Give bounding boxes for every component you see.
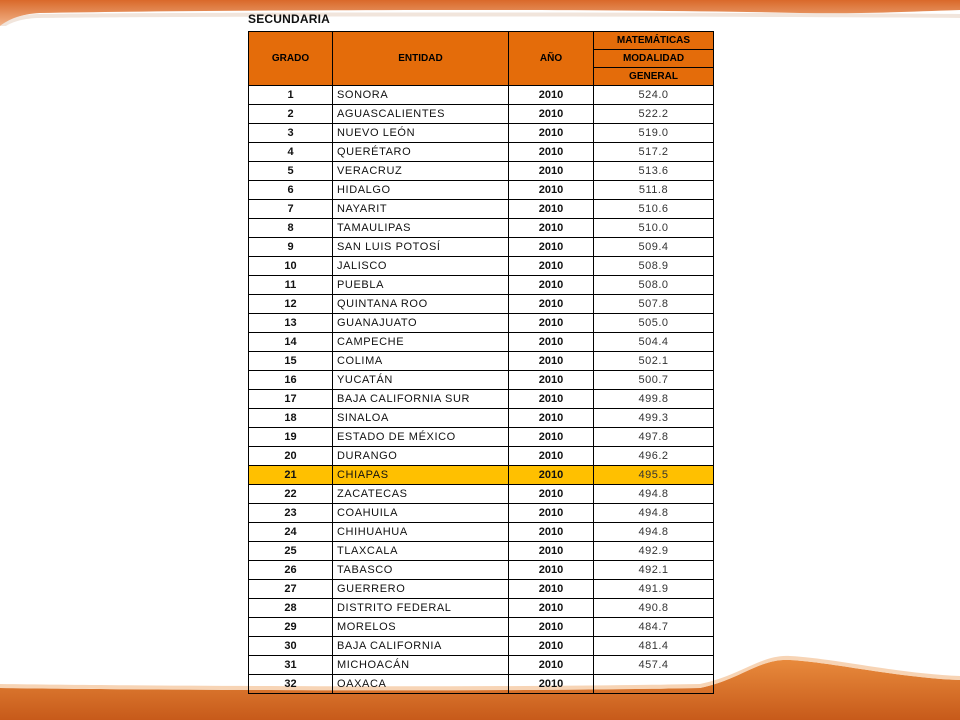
rank-cell: 2 — [249, 105, 333, 124]
rank-cell: 27 — [249, 580, 333, 599]
score-cell: 524.0 — [594, 86, 714, 105]
state-cell: BAJA CALIFORNIA SUR — [333, 390, 509, 409]
rank-cell: 12 — [249, 295, 333, 314]
state-cell: CHIAPAS — [333, 466, 509, 485]
table-row — [249, 352, 714, 371]
score-cell: 497.8 — [594, 428, 714, 447]
rank-cell: 9 — [249, 238, 333, 257]
rank-cell: 16 — [249, 371, 333, 390]
state-cell: COLIMA — [333, 352, 509, 371]
rank-cell: 1 — [249, 86, 333, 105]
state-cell: ZACATECAS — [333, 485, 509, 504]
year-cell: 2010 — [509, 523, 594, 542]
score-cell: 457.4 — [594, 656, 714, 675]
year-cell: 2010 — [509, 409, 594, 428]
state-cell: MORELOS — [333, 618, 509, 637]
rank-cell: 23 — [249, 504, 333, 523]
state-cell: GUERRERO — [333, 580, 509, 599]
table-row — [249, 143, 714, 162]
table-row — [249, 523, 714, 542]
state-cell: SINALOA — [333, 409, 509, 428]
table-row — [249, 466, 714, 485]
rank-cell: 29 — [249, 618, 333, 637]
score-cell: 484.7 — [594, 618, 714, 637]
table-row — [249, 504, 714, 523]
score-cell — [594, 675, 714, 694]
rank-cell: 5 — [249, 162, 333, 181]
rank-cell: 18 — [249, 409, 333, 428]
year-cell: 2010 — [509, 504, 594, 523]
year-cell: 2010 — [509, 390, 594, 409]
table-row — [249, 618, 714, 637]
score-cell: 509.4 — [594, 238, 714, 257]
state-cell: JALISCO — [333, 257, 509, 276]
year-cell: 2010 — [509, 105, 594, 124]
rank-cell: 3 — [249, 124, 333, 143]
score-cell: 505.0 — [594, 314, 714, 333]
state-cell: QUERÉTARO — [333, 143, 509, 162]
table-row — [249, 257, 714, 276]
table-row — [249, 409, 714, 428]
state-cell: VERACRUZ — [333, 162, 509, 181]
year-cell: 2010 — [509, 447, 594, 466]
table-row — [249, 447, 714, 466]
state-cell: OAXACA — [333, 675, 509, 694]
state-cell: TLAXCALA — [333, 542, 509, 561]
state-cell: DURANGO — [333, 447, 509, 466]
score-cell: 494.8 — [594, 504, 714, 523]
year-cell: 2010 — [509, 637, 594, 656]
score-cell: 494.8 — [594, 485, 714, 504]
rank-cell: 19 — [249, 428, 333, 447]
rank-cell: 14 — [249, 333, 333, 352]
year-cell: 2010 — [509, 200, 594, 219]
year-cell: 2010 — [509, 561, 594, 580]
score-cell: 517.2 — [594, 143, 714, 162]
score-cell: 492.9 — [594, 542, 714, 561]
year-cell: 2010 — [509, 428, 594, 447]
table-row — [249, 162, 714, 181]
score-cell: 499.3 — [594, 409, 714, 428]
state-cell: MICHOACÁN — [333, 656, 509, 675]
score-cell: 508.9 — [594, 257, 714, 276]
state-cell: COAHUILA — [333, 504, 509, 523]
year-cell: 2010 — [509, 124, 594, 143]
rank-cell: 13 — [249, 314, 333, 333]
state-cell: HIDALGO — [333, 181, 509, 200]
year-cell: 2010 — [509, 257, 594, 276]
table-row — [249, 200, 714, 219]
score-cell: 494.8 — [594, 523, 714, 542]
score-cell: 502.1 — [594, 352, 714, 371]
table-row — [249, 295, 714, 314]
table-row — [249, 276, 714, 295]
year-cell: 2010 — [509, 219, 594, 238]
score-cell: 481.4 — [594, 637, 714, 656]
score-cell: 491.9 — [594, 580, 714, 599]
header-entidad: ENTIDAD — [333, 32, 509, 86]
year-cell: 2010 — [509, 276, 594, 295]
state-cell: PUEBLA — [333, 276, 509, 295]
score-cell: 510.0 — [594, 219, 714, 238]
score-cell: 495.5 — [594, 466, 714, 485]
header-modalidad: MODALIDAD — [594, 50, 714, 68]
rank-cell: 28 — [249, 599, 333, 618]
state-cell: TABASCO — [333, 561, 509, 580]
year-cell: 2010 — [509, 238, 594, 257]
score-cell: 500.7 — [594, 371, 714, 390]
year-cell: 2010 — [509, 295, 594, 314]
rank-cell: 17 — [249, 390, 333, 409]
table-body — [249, 86, 714, 694]
rank-cell: 26 — [249, 561, 333, 580]
score-cell: 490.8 — [594, 599, 714, 618]
table-row — [249, 675, 714, 694]
score-cell: 508.0 — [594, 276, 714, 295]
year-cell: 2010 — [509, 618, 594, 637]
year-cell: 2010 — [509, 656, 594, 675]
rank-cell: 20 — [249, 447, 333, 466]
rank-cell: 7 — [249, 200, 333, 219]
table-row — [249, 238, 714, 257]
score-cell: 519.0 — [594, 124, 714, 143]
table-row — [249, 542, 714, 561]
year-cell: 2010 — [509, 371, 594, 390]
score-cell: 507.8 — [594, 295, 714, 314]
year-cell: 2010 — [509, 485, 594, 504]
table-row — [249, 599, 714, 618]
year-cell: 2010 — [509, 352, 594, 371]
state-cell: YUCATÁN — [333, 371, 509, 390]
year-cell: 2010 — [509, 162, 594, 181]
state-cell: GUANAJUATO — [333, 314, 509, 333]
year-cell: 2010 — [509, 675, 594, 694]
state-cell: ESTADO DE MÉXICO — [333, 428, 509, 447]
table-row — [249, 181, 714, 200]
header-grado: GRADO — [249, 32, 333, 86]
year-cell: 2010 — [509, 599, 594, 618]
state-cell: AGUASCALIENTES — [333, 105, 509, 124]
rank-cell: 30 — [249, 637, 333, 656]
score-cell: 504.4 — [594, 333, 714, 352]
year-cell: 2010 — [509, 466, 594, 485]
table-row — [249, 219, 714, 238]
year-cell: 2010 — [509, 333, 594, 352]
year-cell: 2010 — [509, 143, 594, 162]
rank-cell: 21 — [249, 466, 333, 485]
rank-cell: 10 — [249, 257, 333, 276]
year-cell: 2010 — [509, 181, 594, 200]
state-cell: BAJA CALIFORNIA — [333, 637, 509, 656]
header-subject: MATEMÁTICAS — [594, 32, 714, 50]
state-cell: DISTRITO FEDERAL — [333, 599, 509, 618]
rank-cell: 6 — [249, 181, 333, 200]
score-cell: 496.2 — [594, 447, 714, 466]
score-cell: 492.1 — [594, 561, 714, 580]
table-row — [249, 428, 714, 447]
table-row — [249, 314, 714, 333]
table-row — [249, 124, 714, 143]
state-cell: SONORA — [333, 86, 509, 105]
state-cell: NUEVO LEÓN — [333, 124, 509, 143]
table-row — [249, 637, 714, 656]
score-cell: 511.8 — [594, 181, 714, 200]
table-row — [249, 390, 714, 409]
state-cell: QUINTANA ROO — [333, 295, 509, 314]
score-cell: 510.6 — [594, 200, 714, 219]
rank-cell: 24 — [249, 523, 333, 542]
header-anio: AÑO — [509, 32, 594, 86]
rank-cell: 4 — [249, 143, 333, 162]
state-cell: TAMAULIPAS — [333, 219, 509, 238]
year-cell: 2010 — [509, 542, 594, 561]
header-general: GENERAL — [594, 68, 714, 86]
table-row — [249, 656, 714, 675]
score-cell: 513.6 — [594, 162, 714, 181]
rank-cell: 31 — [249, 656, 333, 675]
rank-cell: 32 — [249, 675, 333, 694]
year-cell: 2010 — [509, 86, 594, 105]
table-row — [249, 333, 714, 352]
rank-cell: 8 — [249, 219, 333, 238]
table-row — [249, 371, 714, 390]
rank-cell: 22 — [249, 485, 333, 504]
table-row — [249, 561, 714, 580]
rank-cell: 11 — [249, 276, 333, 295]
year-cell: 2010 — [509, 314, 594, 333]
state-cell: SAN LUIS POTOSÍ — [333, 238, 509, 257]
table-row — [249, 105, 714, 124]
year-cell: 2010 — [509, 580, 594, 599]
slide-frame-top — [0, 0, 960, 26]
table-row — [249, 86, 714, 105]
table-row — [249, 485, 714, 504]
results-table — [248, 31, 714, 694]
score-cell: 499.8 — [594, 390, 714, 409]
state-cell: CAMPECHE — [333, 333, 509, 352]
score-cell: 522.2 — [594, 105, 714, 124]
state-cell: NAYARIT — [333, 200, 509, 219]
rank-cell: 15 — [249, 352, 333, 371]
rank-cell: 25 — [249, 542, 333, 561]
table-row — [249, 580, 714, 599]
section-title: SECUNDARIA — [248, 12, 331, 26]
state-cell: CHIHUAHUA — [333, 523, 509, 542]
